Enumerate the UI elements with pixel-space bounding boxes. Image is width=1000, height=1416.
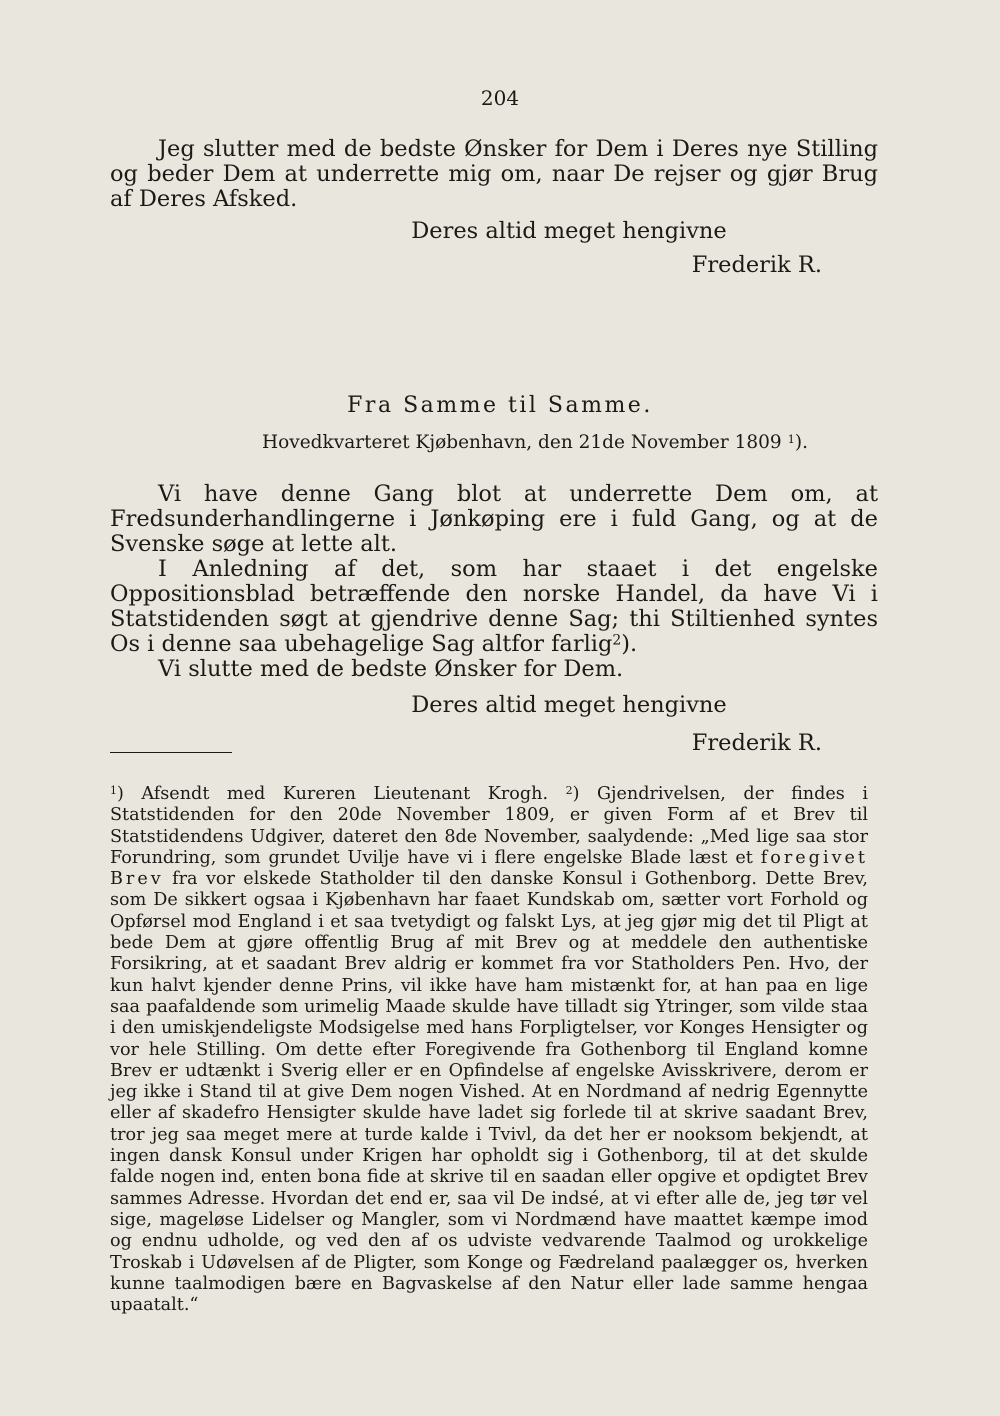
letter-2-paragraph-2: I Anledning af det, som har staaet i det engelske Oppositionsblad betræffende den norske Handel, da have Vi i Statstidenden søgt at gjendrive denne Sag; thi Stiltienhed syntes Os i denne saa ubehagelige Sag altfor farlig$^2$). — [110, 556, 878, 657]
footnote-2-mark: 2 — [565, 784, 573, 798]
dateline-text: Hovedkvarteret Kjøbenhavn, den 21de November 1809 — [262, 432, 782, 453]
footnote-rule — [110, 752, 232, 753]
footnotes — [110, 784, 868, 1316]
letter-2-body — [110, 482, 878, 756]
letter-1-ending — [110, 137, 878, 278]
letter-2-heading: Fra Samme til Samme. — [347, 393, 653, 418]
footnote-block: $^1$) Afsendt med Kureren Lieutenant Krogh. $^2$) Gjendrivelsen, der findes i Statstidenden for den 20de November 1809, er given Form af et Brev til Statstidendens Udgiver, dateret den 8de November, saalydende: „Med lige saa stor Forundring, som grundet Uvilje have vi i flere engelske Blade læst et foregivet Brev fra vor elskede Statholder til den danske Konsul i Gothenborg. Dette Brev, som De sikkert ogsaa i Kjøbenhavn har faaet Kundskab om, sætter vort Forhold og Opførsel mod England i et saa tvetydigt og falskt Lys, at jeg gjør mig det til Pligt at bede Dem at gjøre offentlig Brug af mit Brev og at meddele den authentiske Forsikring, at et saadant Brev aldrig er kommet fra vor Statholders Pen. Hvo, der kun halvt kjender denne Prins, vil ikke have ham mistænkt for, at han paa en lige saa paafaldende som urimelig Maade skulde have tilladt sig Ytringer, som vilde staa i den umiskjendeligste Modsigelse med hans Forpligtelser, vor Konges Hensigter og vor hele Stilling. Om dette efter Foregivende fra Gothenborg til England komne Brev er udtænkt i Sverig eller er en Opfindelse af engelske Avisskrivere, derom er jeg ikke i Stand til at give Dem nogen Vished. At en Nordmand af nedrig Egennytte eller af skadefro Hensigter skulde have ladet sig forlede til at skrive saadant Brev, tror jeg saa meget mere at turde kalde i Tvivl, da det her er nooksom bekjendt, at ingen dansk Konsul under Krigen har opholdt sig i Gothenborg, til at det skulde falde nogen ind, enten bona fide at skrive til en saadan eller opgive et opdigtet Brev sammes Adresse. Hvordan det end er, saa vil De indsé, at vi efter alle de, jeg tør vel sige, mageløse Lidelser og Mangler, som vi Nordmænd have maattet kæmpe imod og endnu udholde, og ved den af os udviste vedvarende Taalmod og urokkelige Troskab i Udøvelsen af de Pligter, som Konge og Fædreland paalægger os, hverken kunne taalmodigen bære en Bagvaskelse af den Natur eller lade samme hengaa upaatalt.“ — [110, 784, 869, 1316]
footnote-ref-2: 2 — [612, 632, 622, 649]
letter-1-signature: Frederik R. — [691, 252, 822, 278]
letter-1-paragraph: Jeg slutter med de bedste Ønsker for Dem i Deres nye Stilling og beder Dem at underrette mig om, naar De rejser og gjør Brug af Deres Afsked. — [110, 136, 878, 212]
footnote-2-text-b: fra vor elskede Statholder til den danske Konsul i Gothenborg. Dette Brev, som De sikkert ogsaa i Kjøbenhavn har faaet Kundskab om, sætter vort Forhold og Opførsel mod England i et saa tvetydigt og falskt Lys, at jeg gjør mig det til Pligt at bede Dem at gjøre offentlig Brug af mit Brev og at meddele den authentiske Forsikring, at et saadant Brev aldrig er kommet fra vor Statholders Pen. Hvo, der kun halvt kjender denne Prins, vil ikke have ham mistænkt for, at han paa en lige saa paafaldende som urimelig Maade skulde have tilladt sig Ytringer, som vilde staa i den umiskjendeligste Modsigelse med hans Forpligtelser, vor Konges Hensigter og vor hele Stilling. Om dette efter Foregivende fra Gothenborg til England komne Brev er udtænkt i Sverig eller er en Opfindelse af engelske Avisskrivere, derom er jeg ikke i Stand til at give Dem nogen Vished. At en Nordmand af nedrig Egennytte eller af skadefro Hensigter skulde have ladet sig forlede til at skrive saadant Brev, tror jeg saa meget mere at turde kalde i Tvivl, da det her er nooksom bekjendt, at ingen dansk Konsul under Krigen har opholdt sig i Gothenborg, til at det skulde falde nogen ind, enten bona fide at skrive til en saadan eller opgive et opdigtet Brev sammes Adresse. Hvordan det end er, saa vil De indsé, at vi efter alle de, jeg tør vel sige, mageløse Lidelser og Mangler, som vi Nordmænd have maattet kæmpe imod og endnu udholde, og ved den af os udviste vedvarende Taalmod og urokkelige Troskab i Udøvelsen af de Pligter, som Konge og Fædreland paalægger os, hverken kunne taalmodigen bære en Bagvaskelse af den Natur eller lade samme hengaa upaatalt.“ — [110, 869, 869, 1316]
footnote-2-text-a: Gjendrivelsen, der findes i Statstidenden for den 20de November 1809, er given Form af et Brev til Statstidendens Udgiver, dateret den 8de November, saalydende: „Med lige saa stor Forundring, som grundet Uvilje have vi i flere engelske Blade læst et — [110, 784, 869, 868]
letter-2-paragraph-3: Vi slutte med de bedste Ønsker for Dem. — [158, 656, 624, 682]
footnote-1-mark: 1 — [110, 784, 117, 798]
page-number: 204 — [480, 86, 520, 110]
paragraph-2-text: I Anledning af det, som har staaet i det engelske Oppositionsblad betræffende den norske Handel, da have Vi i Statstidenden søgt at gjendrive denne Sag; thi Stiltienhed syntes Os i denne saa ubehagelige Sag altfor farlig — [110, 556, 878, 657]
letter-2-paragraph-1: Vi have denne Gang blot at underrette Dem om, at Fredsunderhandlingerne i Jønkøping ere i fuld Gang, og at de Svenske søge at lette alt. — [110, 481, 878, 557]
footnote-ref-1: 1 — [787, 431, 795, 446]
letter-1-closing: Deres altid meget hengivne — [411, 218, 727, 244]
footnote-2-spaced-text: foregivet Brev — [110, 847, 868, 890]
letter-2-dateline: Hovedkvarteret Kjøbenhavn, den 21de November 1809 $^1$). — [262, 431, 808, 453]
letter-2-closing: Deres altid meget hengivne — [411, 692, 727, 718]
letter-2-signature: Frederik R. — [691, 730, 822, 756]
footnote-1-text: Afsendt med Kureren Lieutenant Krogh. — [141, 784, 549, 804]
